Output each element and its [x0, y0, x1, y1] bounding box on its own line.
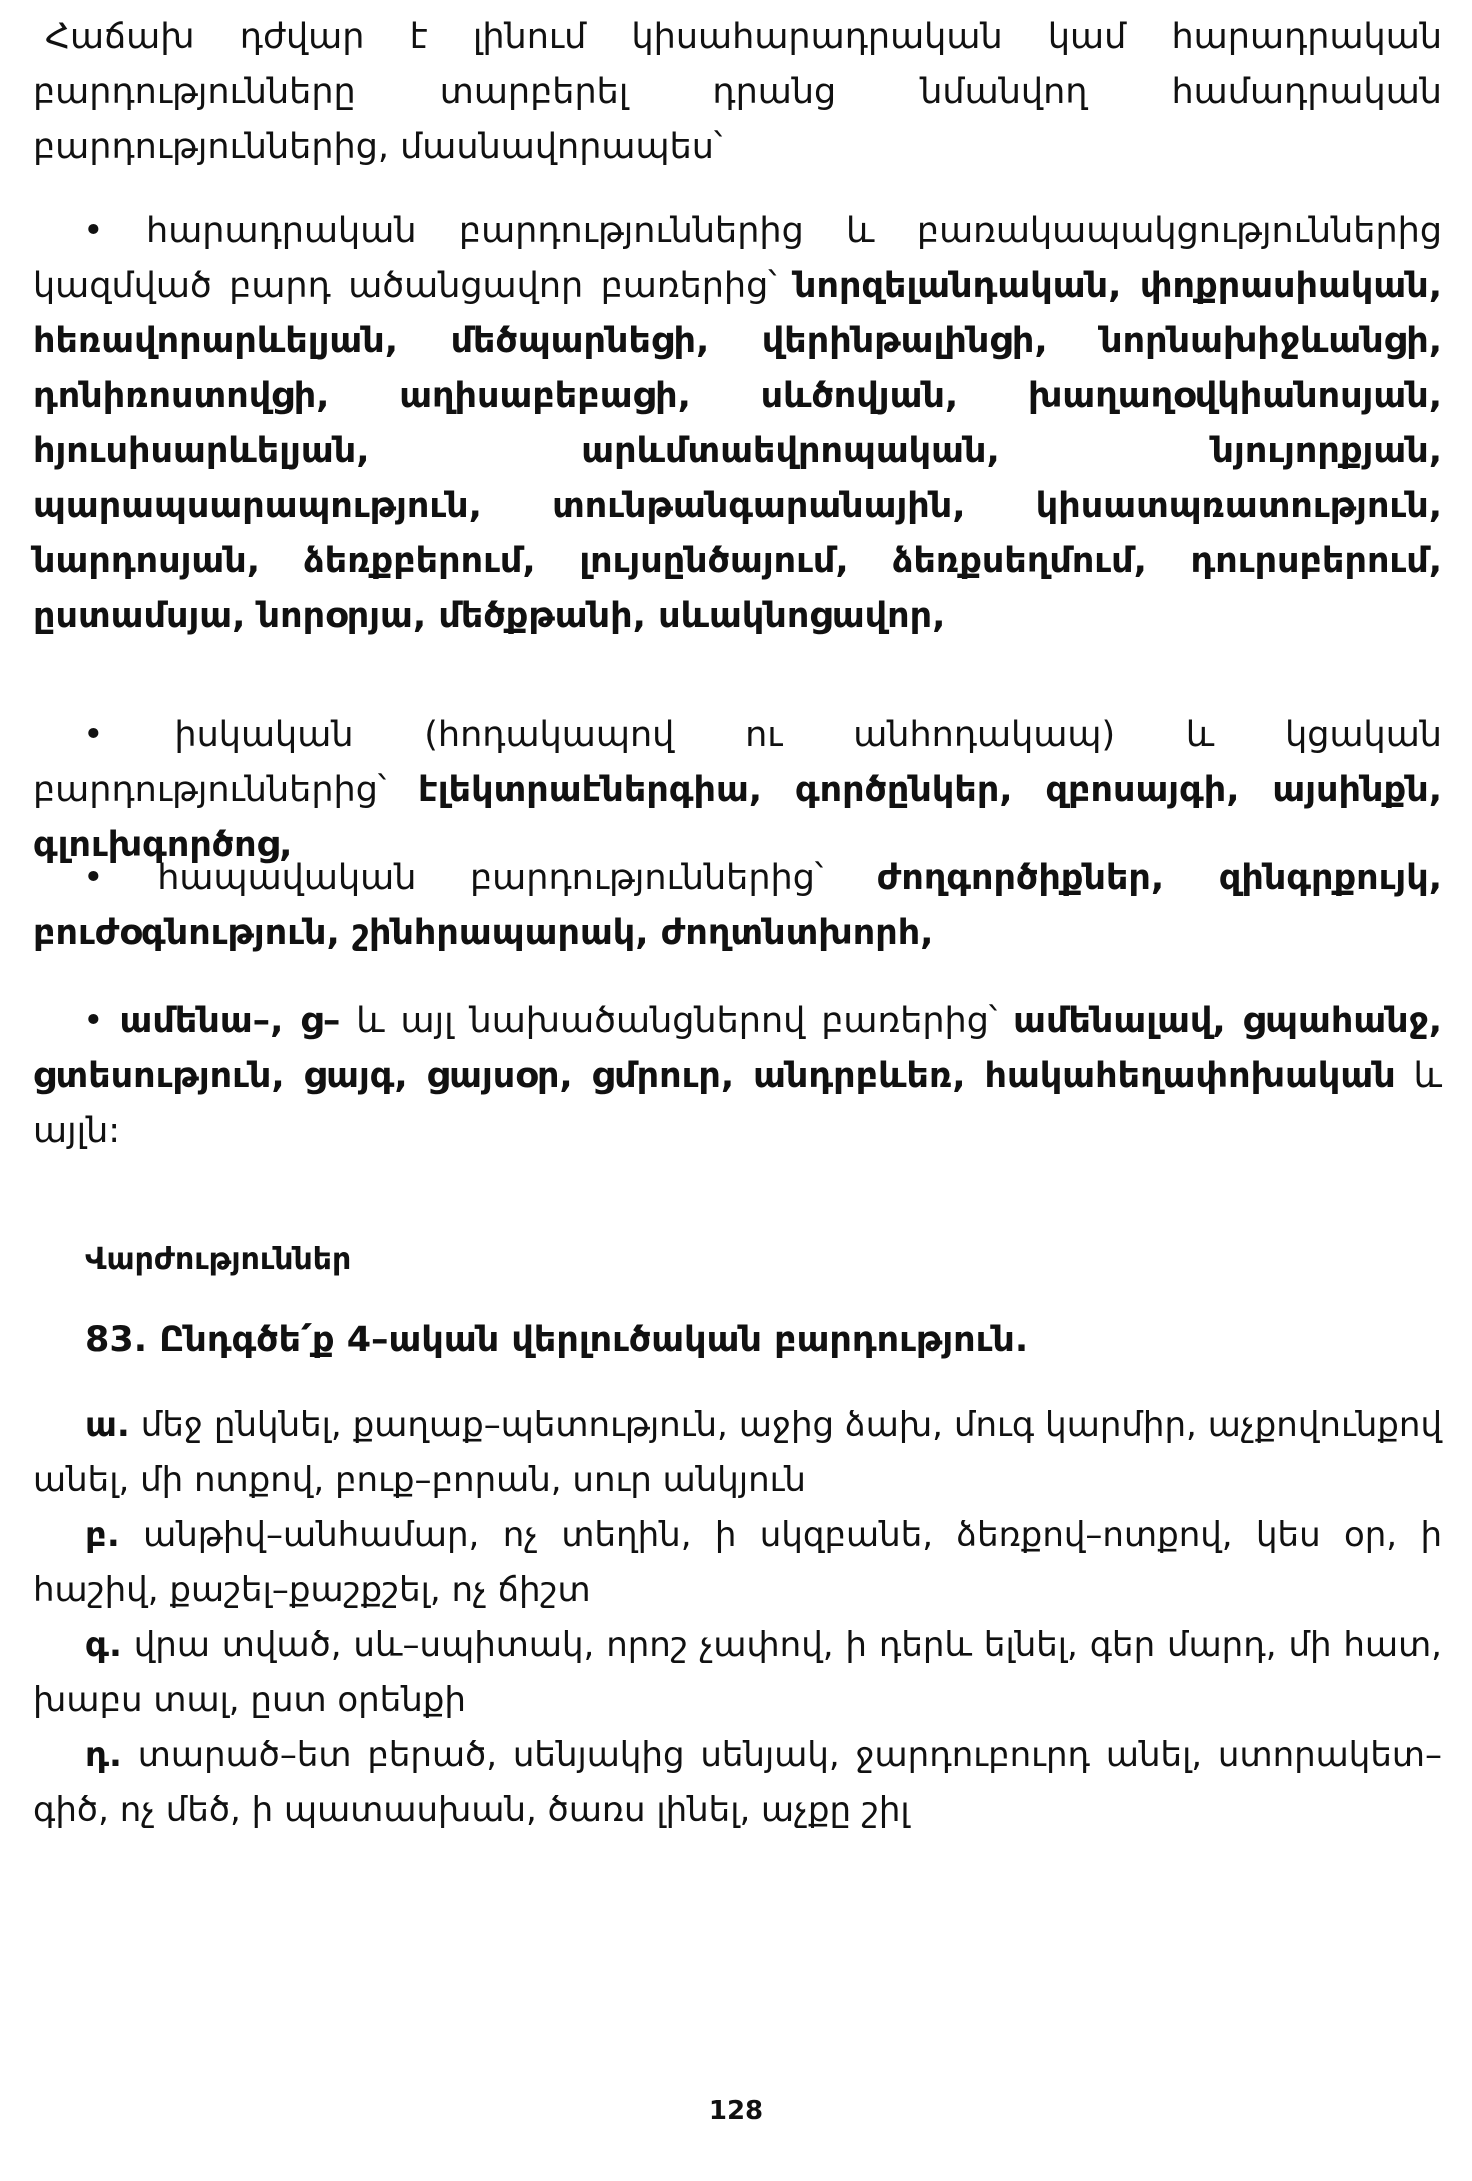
exercise-item-a [33, 1398, 1442, 1508]
bullet-4-end: և այլն: [33, 1056, 1442, 1151]
bullet-3-examples: ժողգործիքներ, զինգրքույկ, բուժօգնություն, շինհրապարակ, ժողտնտխորհ, [33, 858, 1443, 953]
exercise-letter: գ. [85, 1625, 122, 1665]
page-number: 128 [708, 2096, 764, 2126]
exercise-letter: ա. [85, 1405, 130, 1445]
bullet-prefix-words [33, 994, 1442, 1159]
exercise-task: 83. Ընդգծե՛ք 4–ական վերլուծական բարդություն. [85, 1320, 1029, 1360]
bullet-4-prefix: • [83, 1001, 120, 1041]
bullet-4-prefixes: ամենա–, ց– [119, 1001, 341, 1041]
bullet-1-intro: • հարադրական բարդություններից և բառակապակցություններից կազմված բարդ ածանցավոր բառերից՝ [33, 211, 1442, 306]
exercise-letter: դ. [85, 1735, 122, 1775]
section-title: Վարժություններ [85, 1242, 352, 1277]
bullet-2-examples: էլեկտրաէներգիա, գործընկեր, զբոսայգի, այսինքն, գլուխգործոց, [33, 770, 1442, 865]
bullet-4-mid: և այլ նախածանցներով բառերից՝ [340, 1001, 1014, 1041]
exercise-item-d [33, 1728, 1442, 1838]
bullet-abbreviation-compounds [33, 851, 1442, 961]
exercise-text: վրա տված, սև–սպիտակ, որոշ չափով, ի դերև ելնել, գեր մարդ, մի հատ, խաբս տալ, ըստ օրենքի [33, 1625, 1442, 1720]
bullet-2-intro: • իսկական (հոդակապով ու անհոդակապ) և կցական բարդություններից՝ [33, 715, 1442, 810]
bullet-compound-derivatives [33, 204, 1442, 644]
exercise-text: մեջ ընկնել, քաղաք–պետություն, աջից ձախ, մուգ կարմիր, աչքովունքով անել, մի ոտքով, բուք–բորան, սուր անկյուն [33, 1405, 1442, 1500]
exercise-text: անթիվ–անհամար, ոչ տեղին, ի սկզբանե, ձեռքով–ոտքով, կես օր, ի հաշիվ, քաշել–քաշքշել, ոչ ճիշտ [33, 1515, 1442, 1610]
bullet-1-examples: նորզելանդական, փոքրասիական, հեռավորարևելյան, մեծպարնեցի, վերինթալինցի, նորնախիջևանցի, դոնիռոստովցի, աղիսաբեբացի, սևծովյան, խաղաղօվկիանոսյան, հյուսիսարևելյան, արևմտաեվրոպական, նյույորքյան, պարապսարապություն, տունթանգարանային, կիսատպռատություն, նարդոսյան, ձեռքբերում, լույսընծայում, ձեռքսեղմում, դուրսբերում, ըստամսյա, նորօրյա, մեծքթանի, սևակնոցավոր, [33, 266, 1442, 636]
exercise-item-c [33, 1618, 1442, 1728]
exercise-letter: բ. [85, 1515, 120, 1555]
bullet-true-compounds [33, 708, 1442, 873]
intro-paragraph: Հաճախ դժվար է լինում կիսահարադրական կամ հարադրական բարդությունները տարբերել դրանց նմանվող համադրական բարդություններից, մասնավորապես՝ [33, 17, 1442, 167]
exercise-text: տարած–ետ բերած, սենյակից սենյակ, ջարդուբուրդ անել, ստորակետ–գիծ, ոչ մեծ, ի պատասխան, ծառս լինել, աչքը շիլ [33, 1735, 1442, 1830]
bullet-4-examples: ամենալավ, ցպահանջ, ցտեսություն, ցայգ, ցայսօր, ցմրուր, անդրբևեռ, հակահեղափոխական [33, 1001, 1443, 1096]
bullet-3-intro: • հապավական բարդություններից՝ [83, 858, 877, 898]
exercise-item-b [33, 1508, 1442, 1618]
